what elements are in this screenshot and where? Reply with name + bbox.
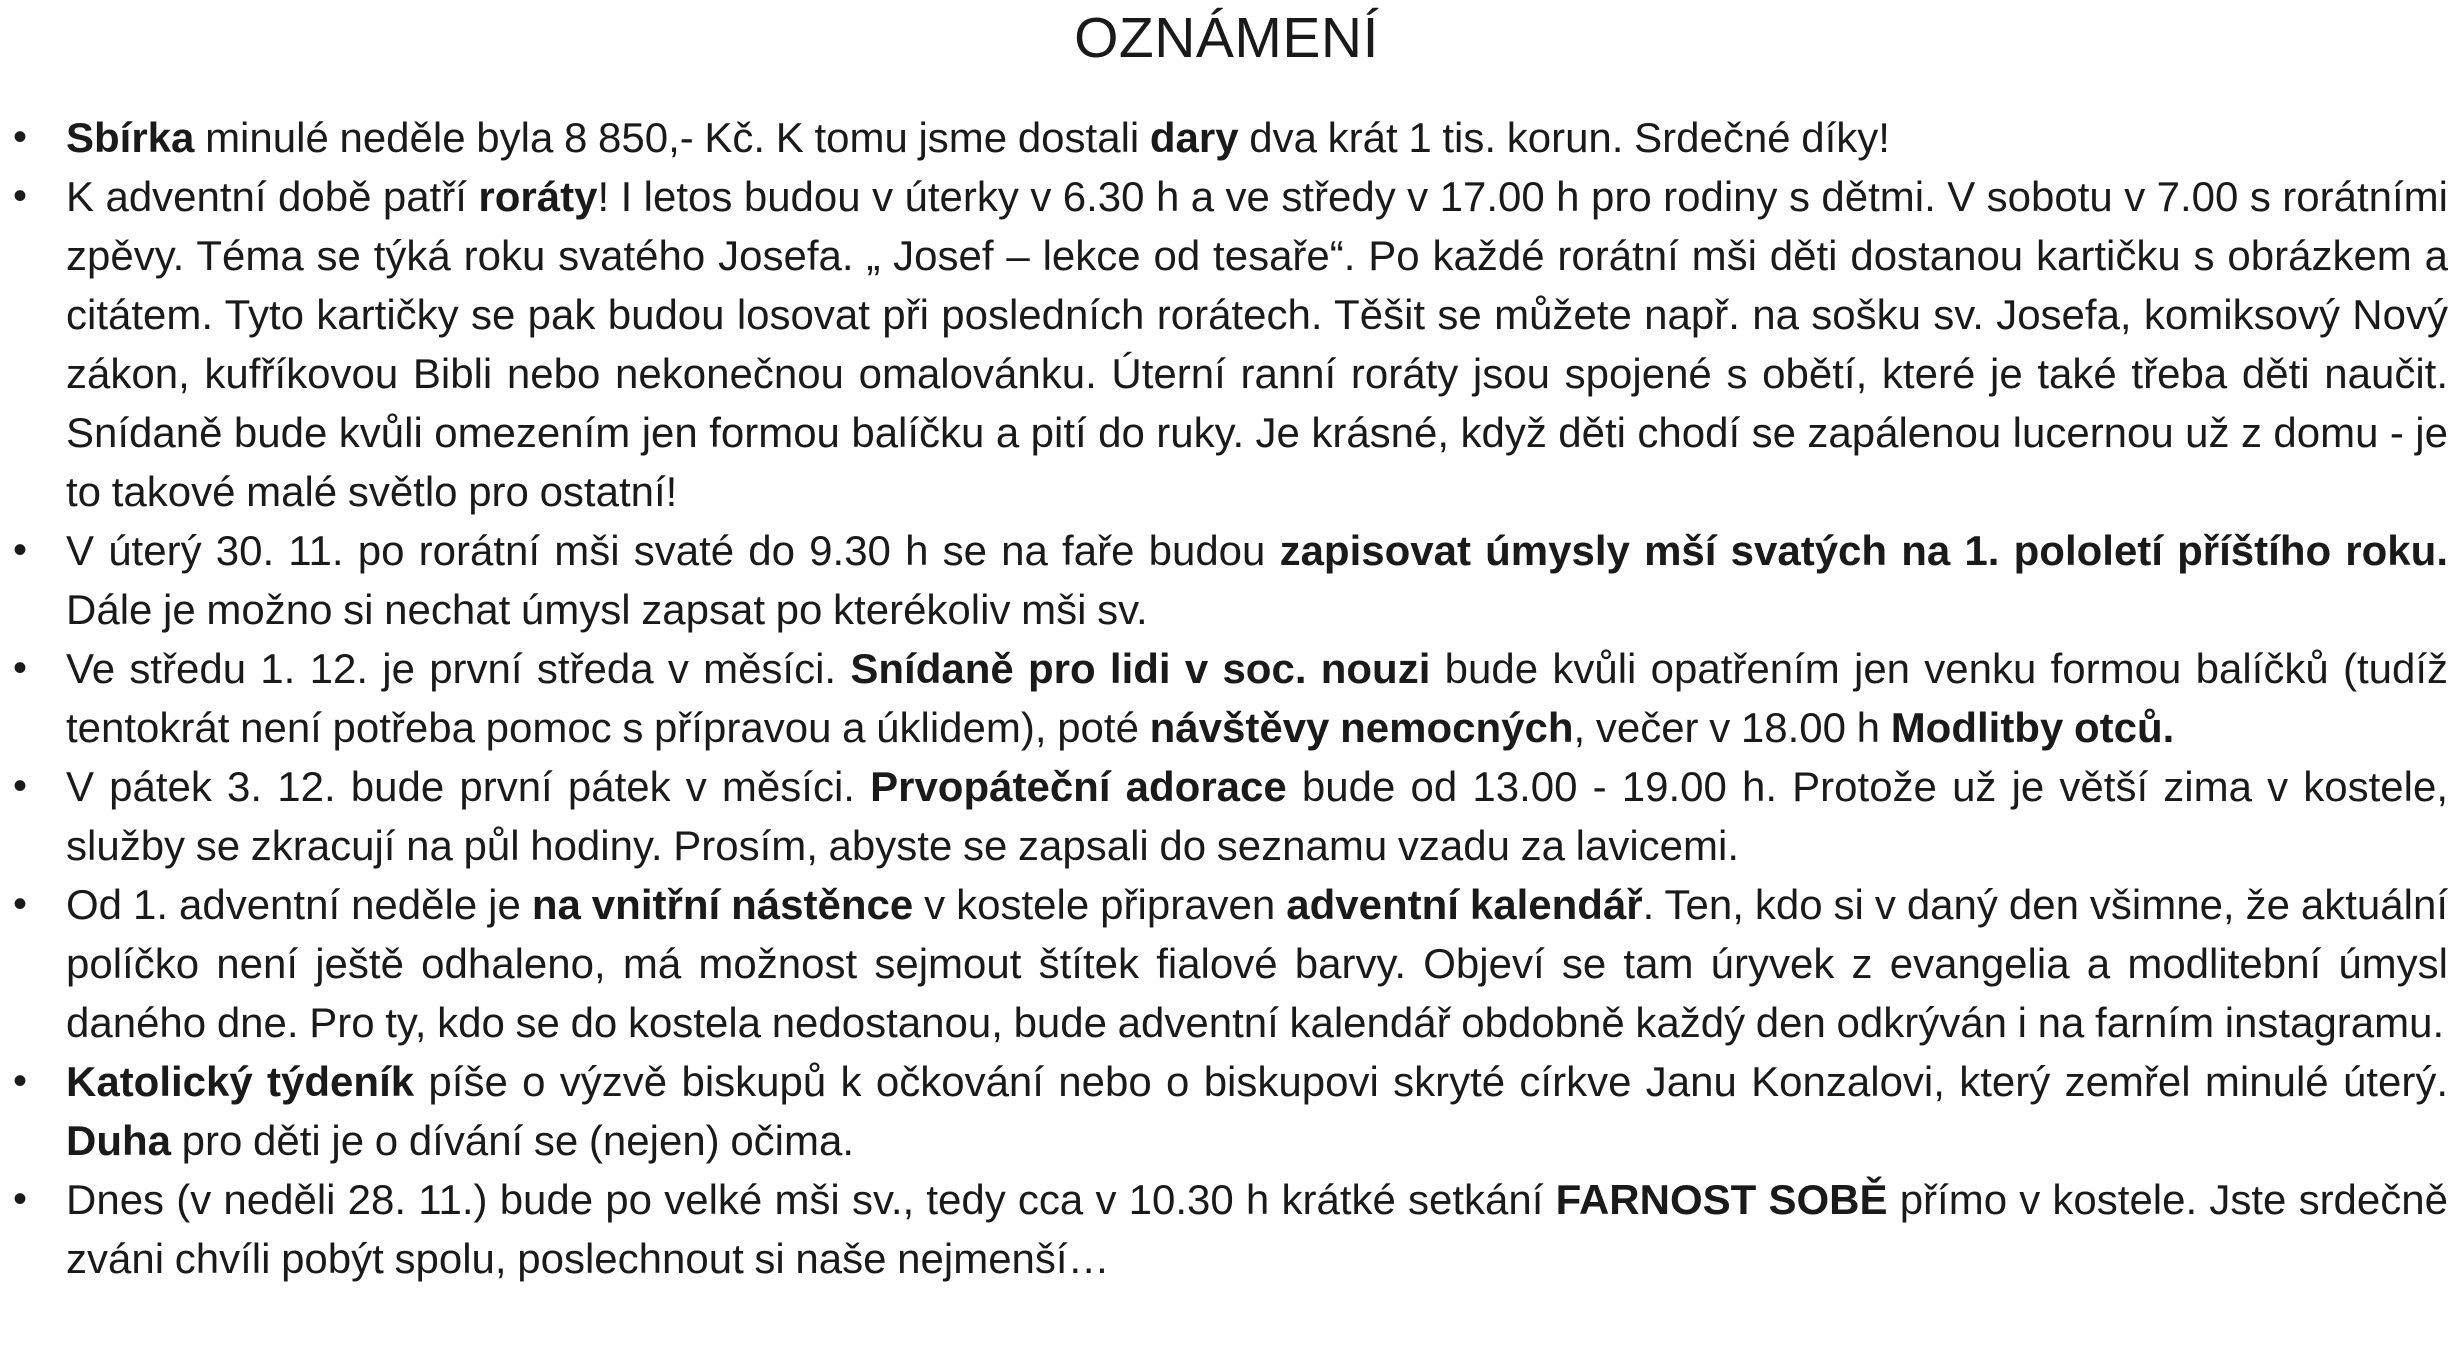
announcement-text	[66, 875, 2448, 1052]
bullet-icon: •	[12, 174, 27, 218]
bullet-icon: •	[12, 1177, 27, 1221]
bullet-icon: •	[12, 528, 27, 572]
body-text: Od 1. adventní neděle je	[66, 881, 532, 928]
announcement-item	[0, 108, 2453, 167]
bullet-icon: •	[12, 764, 27, 808]
page-title: OZNÁMENÍ	[1074, 6, 1379, 70]
body-text: Ve středu 1. 12. je první středa v měsíci.	[66, 645, 851, 692]
announcement-text	[66, 108, 2448, 167]
emphasis-text: Prvopáteční adorace	[870, 763, 1287, 810]
body-text: , večer v 18.00 h	[1573, 704, 1891, 751]
announcement-item	[0, 639, 2453, 757]
announcement-list	[0, 108, 2453, 1288]
emphasis-text: FARNOST SOBĚ	[1555, 1176, 1888, 1223]
announcement-text	[66, 757, 2448, 875]
body-text: V úterý 30. 11. po rorátní mši svaté do 9.30 h se na faře budou	[66, 527, 1280, 574]
emphasis-text: Sbírka	[66, 114, 195, 161]
body-text: bude kvůli opatřením jen venku formou balíčků (tudíž tentokrát není potřeba pomoc s přípravou a úklidem), poté	[66, 645, 2448, 751]
emphasis-text: Modlitby otců.	[1890, 704, 2175, 751]
announcement-text	[66, 1170, 2448, 1288]
body-text: pro děti je o dívání se (nejen) očima.	[171, 1117, 855, 1164]
body-text: Dále je možno si nechat úmysl zapsat po kterékoliv mši sv.	[66, 586, 1148, 633]
announcement-item	[0, 1052, 2453, 1170]
body-text: minulé neděle byla 8 850,- Kč. K tomu jsme dostali	[194, 114, 1150, 161]
announcement-text	[66, 639, 2448, 757]
announcement-text	[66, 167, 2448, 521]
emphasis-text: Katolický týdeník	[66, 1058, 415, 1105]
announcement-text	[66, 1052, 2448, 1170]
announcement-item	[0, 167, 2453, 521]
announcement-text	[66, 521, 2448, 639]
emphasis-text: na vnitřní nástěnce	[531, 881, 914, 928]
announcement-item	[0, 875, 2453, 1052]
emphasis-text: zapisovat úmysly mší svatých na 1. pololetí příštího roku.	[1279, 527, 2448, 574]
emphasis-text: adventní kalendář	[1286, 881, 1643, 928]
body-text: K adventní době patří	[66, 173, 479, 220]
body-text: přímo v kostele. Jste srdečně zváni chvíli pobýt spolu, poslechnout si naše nejmenší…	[66, 1176, 2448, 1282]
body-text: V pátek 3. 12. bude první pátek v měsíci.	[66, 763, 871, 810]
bullet-icon: •	[12, 1059, 27, 1103]
emphasis-text: návštěvy nemocných	[1149, 704, 1574, 751]
body-text: píše o výzvě biskupů k očkování nebo o biskupovi skryté církve Janu Konzalovi, který zemřel minulé úterý.	[414, 1058, 2448, 1105]
emphasis-text: Snídaně pro lidi v soc. nouzi	[850, 645, 1431, 692]
announcement-item	[0, 1170, 2453, 1288]
body-text: Dnes (v neděli 28. 11.) bude po velké mši sv., tedy cca v 10.30 h krátké setkání	[66, 1176, 1556, 1223]
body-text: ! I letos budou v úterky v 6.30 h a ve středy v 17.00 h pro rodiny s dětmi. V sobotu v 7.00 s rorátními zpěvy. Téma se týká roku svatého Josefa. „ Josef – lekce od tesaře“. Po každé rorátní mši děti dostanou kartičku s obrázkem a citátem. Tyto kartičky se pak budou losovat při posledních rorátech. Těšit se můžete např. na sošku sv. Josefa, komiksový Nový zákon, kufříkovou Bibli nebo nekonečnou omalovánku. Úterní ranní roráty jsou spojené s obětí, které je také třeba děti naučit. Snídaně bude kvůli omezením jen formou balíčku a pití do ruky. Je krásné, když děti chodí se zapálenou lucernou už z domu - je to takové malé světlo pro ostatní!	[66, 173, 2448, 515]
announcement-item	[0, 521, 2453, 639]
body-text: dva krát 1 tis. korun. Srdečné díky!	[1238, 114, 1890, 161]
body-text: v kostele připraven	[913, 881, 1287, 928]
body-text: bude od 13.00 - 19.00 h. Protože už je větší zima v kostele, služby se zkracují na půl hodiny. Prosím, abyste se zapsali do seznamu vzadu za lavicemi.	[66, 763, 2448, 869]
announcement-item	[0, 757, 2453, 875]
bullet-icon: •	[12, 115, 27, 159]
bullet-icon: •	[12, 646, 27, 690]
body-text: . Ten, kdo si v daný den všimne, že aktuální políčko není ještě odhaleno, má možnost sejmout štítek fialové barvy. Objeví se tam úryvek z evangelia a modlitební úmysl daného dne. Pro ty, kdo se do kostela nedostanou, bude adventní kalendář obdobně každý den odkrýván i na farním instagramu.	[66, 881, 2448, 1046]
emphasis-text: dary	[1149, 114, 1239, 161]
bullet-icon: •	[12, 882, 27, 926]
emphasis-text: roráty	[478, 173, 598, 220]
emphasis-text: Duha	[66, 1117, 171, 1164]
